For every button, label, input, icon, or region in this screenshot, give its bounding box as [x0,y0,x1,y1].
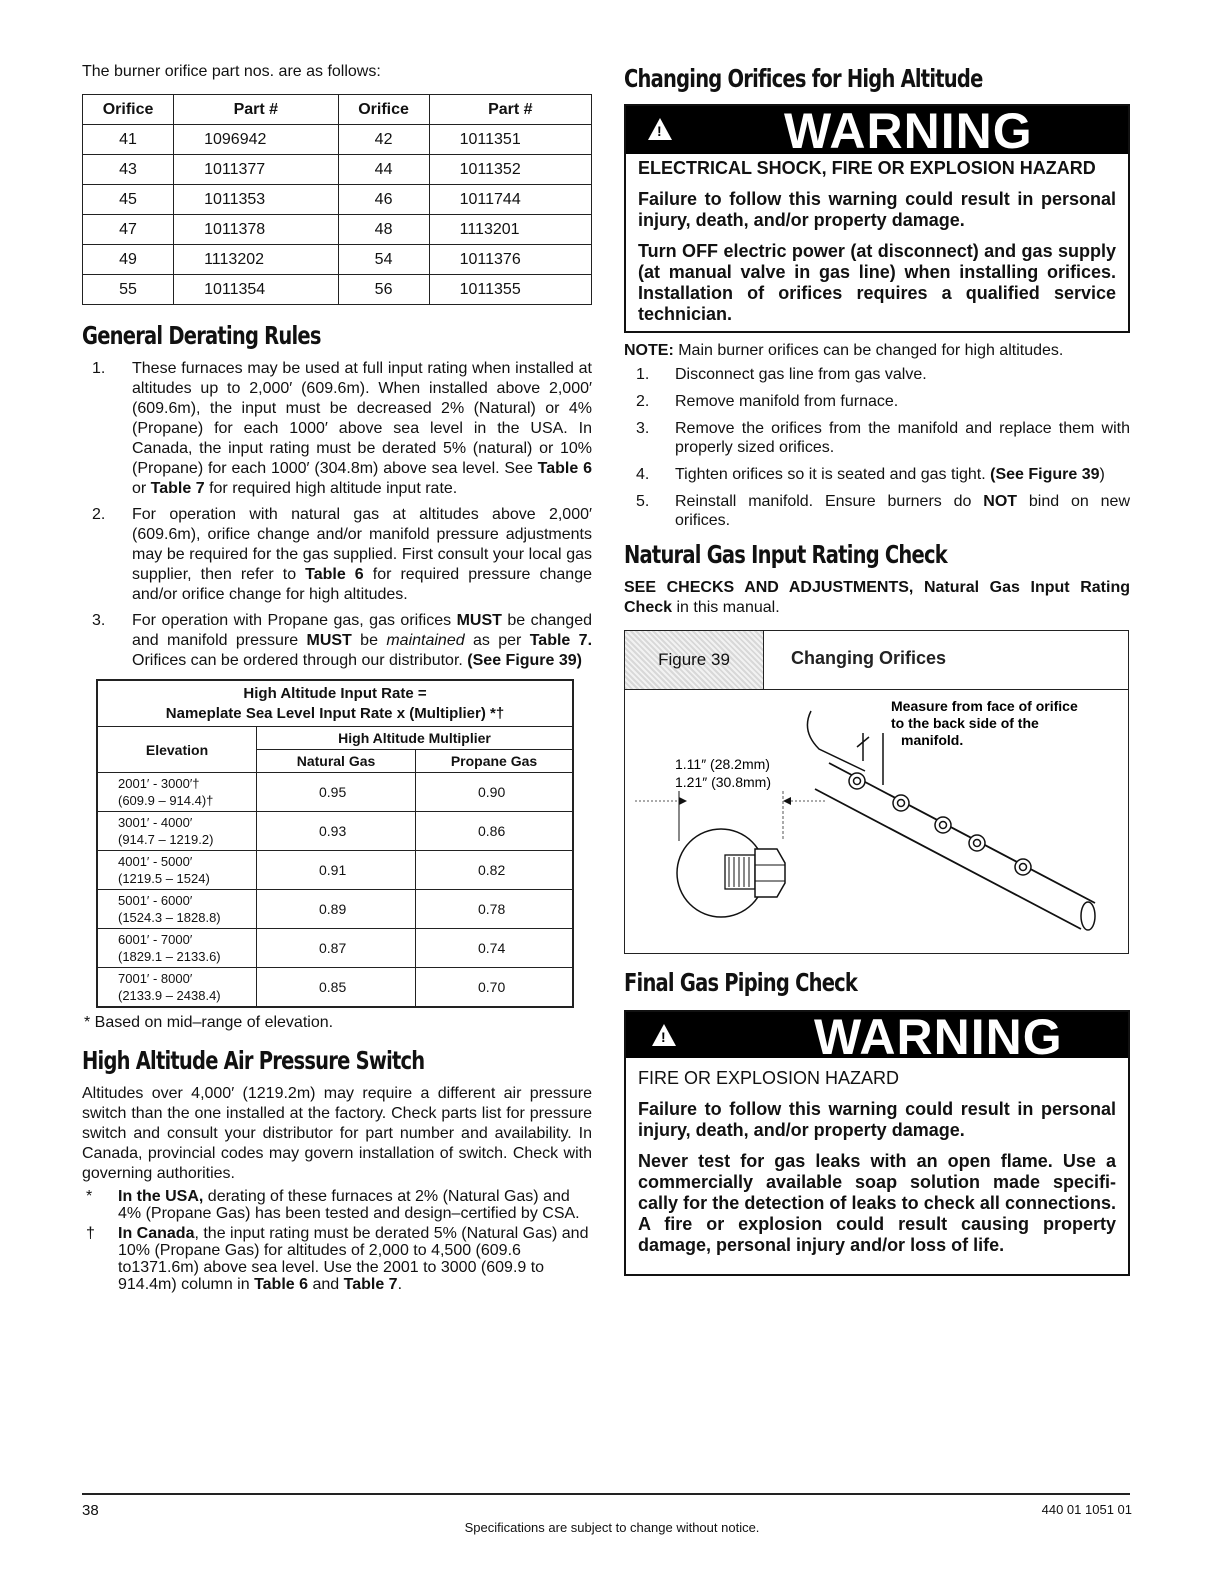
elevation-feet: 6001′ - 7000′ [118,932,193,947]
header-orifice: Orifice [83,95,174,125]
text-run: Remove manifold from furnace. [675,393,899,410]
warning-instruction: Turn OFF electric power (at disconnect) and gas supply (at manual valve in gas line) when installing orifices. Installation of orifices requires a qualified service technician. [638,241,1116,324]
text-run: For operation with natural gas at altitudes above 2,000′ (609.6m), orifice change and/or manifold pressure adjustments may be required for the gas supplied. First consult your local gas supplier, then refer to [132,506,592,583]
list-marker: 1. [636,366,650,383]
part-number-cell: 1096942 [174,125,338,155]
callout-line3: manifold. [901,732,964,748]
part-number-cell: 1011353 [174,185,338,215]
note-label: NOTE: [624,342,674,359]
orifice-cell: 55 [83,275,174,305]
elevation-meters: (2133.9 – 2438.4) [118,988,221,1003]
right-column [624,62,1130,1276]
text-run: Table 7 [150,480,205,497]
warning-electrical-shock [624,104,1130,333]
natural-multiplier-cell: 0.89 [257,890,416,929]
heading-pressure-switch: High Altitude Air Pressure Switch [82,1046,425,1075]
elevation-meters: (1219.5 – 1524) [118,871,210,886]
orifice-cell: 47 [83,215,174,245]
header-natural-gas: Natural Gas [257,750,416,773]
text-run: for required high altitude input rate. [204,480,458,497]
text-run: be changed and manifold pressure [132,612,593,649]
text-run: Orifices can be ordered through our distributor. [132,652,468,669]
figure-label: Figure 39 [625,631,764,689]
list-marker: 4. [636,466,650,483]
list-item [624,365,1130,384]
elevation-cell [97,968,257,1008]
callout-line1: Measure from face of orifice [891,698,1078,714]
list-marker: 2. [636,393,650,410]
orifice-cell: 54 [338,245,429,275]
elevation-cell [97,773,257,812]
list-item [624,392,1130,411]
list-text [132,359,592,499]
figure-title: Changing Orifices [791,648,947,668]
orifice-cell: 56 [338,275,429,305]
elevation-feet: 4001′ - 5000′ [118,854,193,869]
list-text [118,1188,592,1222]
text-run: SEE CHECKS AND ADJUSTMENTS, Natural Gas Input Rating Check [624,579,1130,616]
list-marker: * [86,1188,93,1205]
text-run: (See Figure 39 [990,466,1100,483]
list-item [82,611,592,671]
text-run: Table 6 [537,460,592,477]
part-number-cell: 1113201 [429,215,591,245]
text-run: These furnaces may be used at full input rating when installed at altitudes up to 2,000′ (609.6m). When installed above 2,000′ (609.6m), the input must be decreased 2% (Natural) or 4% (Propane) for each 1000′ above sea level in the USA. In Canada, the input rating must be derated 5% (natural) or 10% (Propane) for each 1000′ (304.8m) above sea level. See [132,360,592,477]
heading-general-derating-rules: General Derating Rules [82,321,321,350]
warning-word: WARNING [784,103,1033,159]
natural-multiplier-cell: 0.85 [257,968,416,1008]
warning-word: WARNING [814,1009,1063,1065]
text-run: Table 7. [529,632,593,649]
text-run: Reinstall manifold. Ensure burners do [675,493,984,510]
warning-hazard-title: ELECTRICAL SHOCK, FIRE OR EXPLOSION HAZARD [638,158,1096,178]
list-item [624,492,1130,530]
orifice-cell: 42 [338,125,429,155]
part-number-cell: 1113202 [174,245,338,275]
warning-hazard-title: FIRE OR EXPLOSION HAZARD [638,1068,900,1088]
elevation-cell [97,929,257,968]
list-marker: 3. [92,612,106,629]
text-run: in this manual. [672,599,780,616]
warning-banner [626,1009,1128,1065]
warning-triangle-icon: ! [652,1024,676,1046]
header-part: Part # [429,95,591,125]
callout-leader [807,711,865,771]
pressure-switch-body: Altitudes over 4,000′ (1219.2m) may require a different air pressure switch than the one installed at the factory. Check parts list for pressure switch and consult your distributor for part number and availability. In Canada, provincial codes may govern installation of switch. Check with governing authorities. [82,1085,592,1182]
elevation-meters: (1524.3 – 1828.8) [118,910,221,925]
text-run: bind on new orifices. [675,493,1131,529]
page-number: 38 [82,1502,99,1519]
orifice-manifold-diagram [625,691,1128,951]
elevation-feet: 5001′ - 6000′ [118,893,193,908]
altitude-footnote: * Based on mid–range of elevation. [84,1014,334,1031]
text-run: Table 6 [254,1276,309,1293]
text-run: Disconnect gas line from gas valve. [675,366,927,383]
orifice-part-table [82,94,592,305]
header-elevation: Elevation [97,727,257,773]
table-row [97,890,573,929]
heading-changing-orifices: Changing Orifices for High Altitude [624,64,983,93]
table-row [97,812,573,851]
part-number-cell: 1011351 [429,125,591,155]
warning-instruction: Never test for gas leaks with an open flame. Use a commercially available soap solution made specifi- cally for the detection of leaks to check all connections. A fire or explosion could result causing property damage, personal injury and/or loss of life. [638,1151,1116,1255]
orifice-table-header [83,95,592,125]
propane-multiplier-cell: 0.70 [416,968,574,1008]
natural-multiplier-cell: 0.87 [257,929,416,968]
elevation-cell [97,851,257,890]
text-run: for required pressure change and/or orifice change for high altitudes. [132,566,592,603]
altitude-table-title [97,680,573,727]
text-run: . [397,1276,403,1293]
text-run: Table 6 [305,566,364,583]
orifice-steps-list [624,365,1130,530]
elevation-meters: (1829.1 – 2133.6) [118,949,221,964]
altitude-table-title-line2: Nameplate Sea Level Input Rate x (Multiplier) *† [165,705,505,722]
text-run: NOT [983,493,1018,510]
text-run: MUST [306,632,352,649]
table-row [97,851,573,890]
list-item [82,359,592,499]
elevation-meters: (914.7 – 1219.2) [118,832,214,847]
text-run: ) [1099,466,1105,483]
propane-multiplier-cell: 0.78 [416,890,574,929]
elevation-cell [97,812,257,851]
text-run: Table 7 [343,1276,398,1293]
list-text [132,611,592,671]
table-row [83,185,592,215]
pressure-switch-notes [82,1188,592,1293]
table-row [83,275,592,305]
callout-line2: to the back side of the [891,715,1039,731]
text-run: derating of these furnaces at 2% (Natural Gas) and 4% (Propane Gas) has been tested and design–certified by CSA. [118,1188,580,1222]
header-part: Part # [174,95,338,125]
dimension-2: 1.21″ (30.8mm) [675,774,771,790]
header-propane-gas: Propane Gas [416,750,574,773]
list-item [624,465,1130,484]
table-row [97,968,573,1008]
note-text: Main burner orifices can be changed for high altitudes. [673,342,1064,359]
orifice-cell: 46 [338,185,429,215]
elevation-meters: (609.9 – 914.4)† [118,793,214,808]
elevation-feet: 3001′ - 4000′ [118,815,193,830]
list-item [82,1188,592,1222]
list-text [675,465,1130,484]
header-orifice: Orifice [338,95,429,125]
footer-notice: Specifications are subject to change without notice. [464,1520,760,1535]
warning-banner [626,103,1128,159]
heading-final-gas-piping-check: Final Gas Piping Check [624,968,858,997]
text-run: (See Figure 39) [467,652,582,669]
list-text [118,1225,592,1293]
text-run: In Canada [118,1225,195,1242]
list-marker: † [86,1225,95,1242]
orifice-cell: 41 [83,125,174,155]
list-item [82,505,592,605]
derating-rules-list [82,359,592,671]
warning-fire-explosion [624,1010,1130,1276]
list-marker: 3. [636,420,650,437]
part-number-cell: 1011377 [174,155,338,185]
orifice-cell: 45 [83,185,174,215]
orifice-cell: 43 [83,155,174,185]
header-multiplier-group: High Altitude Multiplier [257,727,574,750]
propane-multiplier-cell: 0.74 [416,929,574,968]
part-number-cell: 1011352 [429,155,591,185]
text-run: and [308,1276,344,1293]
text-run: maintained [386,632,465,649]
text-run: be [351,632,387,649]
part-number-cell: 1011376 [429,245,591,275]
text-run: In the USA, [118,1188,204,1205]
list-text [675,392,1130,411]
document-number: 440 01 1051 01 [1041,1502,1132,1517]
part-number-cell: 1011355 [429,275,591,305]
elevation-feet: 7001′ - 8000′ [118,971,193,986]
part-number-cell: 1011378 [174,215,338,245]
list-item [624,419,1130,457]
part-number-cell: 1011354 [174,275,338,305]
warning-consequence: Failure to follow this warning could result in personal injury, death, and/or property damage. [638,189,1116,230]
dimension-1: 1.11″ (28.2mm) [675,756,770,772]
part-number-cell: 1011744 [429,185,591,215]
table-row [97,929,573,968]
text-run: or [132,480,151,497]
list-text [132,505,592,605]
natural-multiplier-cell: 0.95 [257,773,416,812]
high-altitude-multiplier-table [96,679,574,1008]
natural-multiplier-cell: 0.93 [257,812,416,851]
text-run: For operation with Propane gas, gas orifices [132,612,457,629]
footer-rule [82,1493,1130,1495]
table-row [83,215,592,245]
text-run: Tighten orifices so it is seated and gas tight. [675,466,991,483]
left-column [82,62,592,1296]
text-run: , the input rating must be derated 5% (Natural Gas) and 10% (Propane Gas) for altitudes of 2,000 to 4,500 (609.6 to1371.6m) above sea level. Use the 2001 to 3000 (609.9 to 914.4m) column in [118,1225,589,1293]
natural-gas-check-text [624,578,1130,618]
list-text [675,492,1130,530]
table-row [83,155,592,185]
elevation-feet: 2001′ - 3000′† [118,776,200,791]
list-marker: 5. [636,493,650,510]
elevation-cell [97,890,257,929]
list-item [82,1225,592,1293]
orifice-cell: 49 [83,245,174,275]
list-text [675,365,1130,384]
text-run: MUST [456,612,502,629]
heading-natural-gas-check: Natural Gas Input Rating Check [624,540,947,569]
table-row [83,125,592,155]
warning-triangle-icon: ! [648,118,672,140]
propane-multiplier-cell: 0.90 [416,773,574,812]
propane-multiplier-cell: 0.86 [416,812,574,851]
orifice-note [624,341,1130,361]
text-run: as per [464,632,530,649]
figure-39 [624,630,1129,954]
propane-multiplier-cell: 0.82 [416,851,574,890]
list-marker: 1. [92,360,106,377]
orifice-cell: 48 [338,215,429,245]
table-row [83,245,592,275]
natural-multiplier-cell: 0.91 [257,851,416,890]
table-row [97,773,573,812]
list-marker: 2. [92,506,106,523]
orifice-cell: 44 [338,155,429,185]
text-run: Remove the orifices from the manifold and replace them with properly sized orifices. [675,420,1130,456]
tube-end [1081,902,1095,930]
warning-consequence: Failure to follow this warning could result in personal injury, death, and/or property damage. [638,1099,1116,1140]
list-text [675,419,1130,457]
orifice-intro: The burner orifice part nos. are as follows: [82,63,381,80]
altitude-table-title-line1: High Altitude Input Rate = [243,685,427,702]
